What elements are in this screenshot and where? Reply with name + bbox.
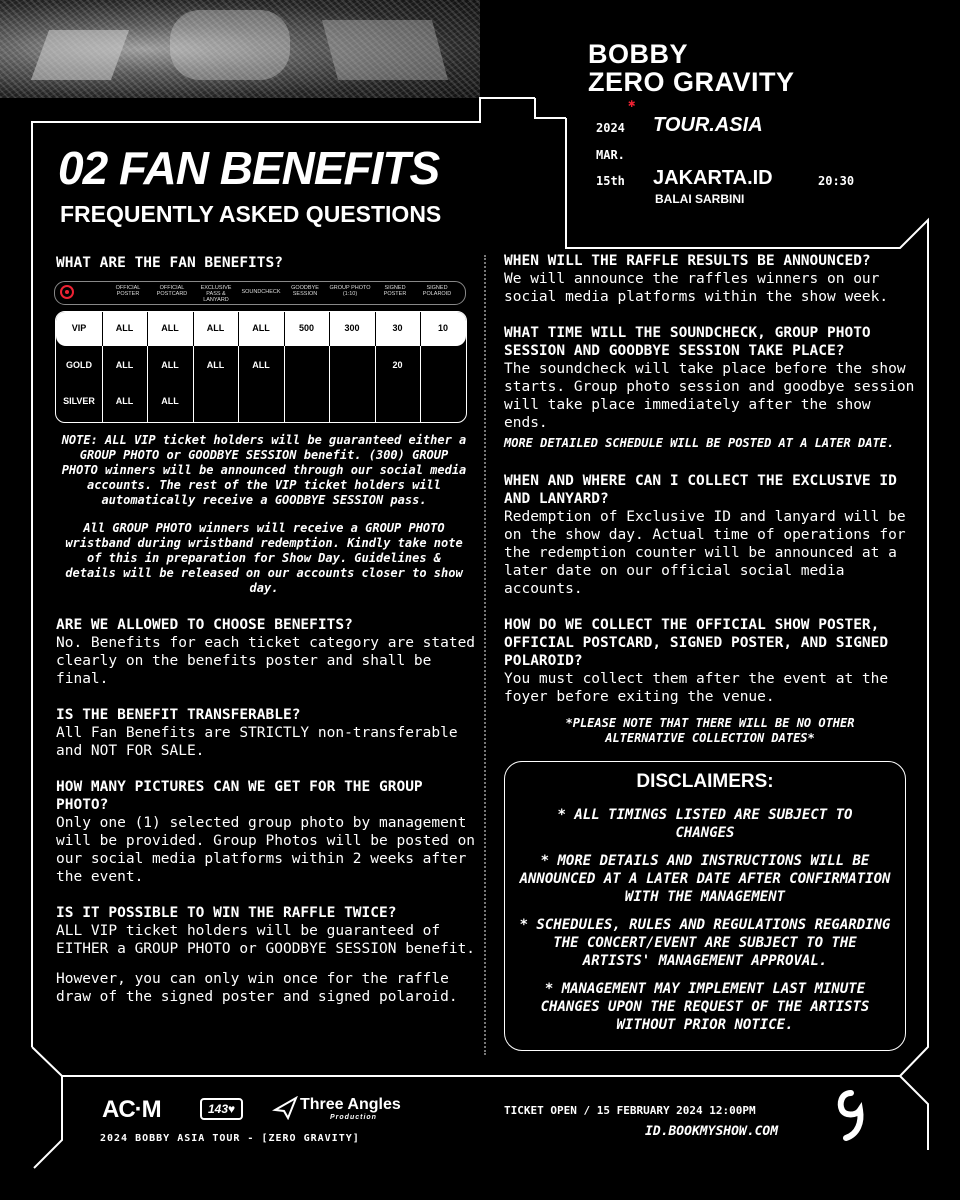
disclaimer-item: * ALL TIMINGS LISTED ARE SUBJECT TO CHANGES	[557, 807, 853, 841]
page-title: 02 FAN BENEFITS	[58, 142, 440, 194]
table-cell: 300	[344, 323, 360, 333]
col-header: EXCLUSIVE PASS & LANYARD	[200, 285, 232, 303]
tour-venue: BALAI SARBINI	[655, 192, 745, 206]
brand-line2: ZERO GRAVITY	[588, 67, 795, 97]
table-cell: ALL	[161, 323, 179, 333]
benefit-note-2: All GROUP PHOTO winners will receive a GROUP PHOTO wristband during wristband redemption. Kindly take note of this in preparation for Show Day. Guidelines & details will be released on our accounts closer to show day.	[65, 521, 463, 595]
table-cell: 500	[298, 323, 315, 333]
faq-item	[504, 616, 916, 746]
tour-day: 15th	[596, 174, 625, 188]
faq-note: MORE DETAILED SCHEDULE WILL BE POSTED AT A LATER DATE.	[504, 436, 895, 450]
faq-answer: The soundcheck will take place before the show starts. Group photo session and goodbye session will take place immediately after the show ends.	[504, 361, 915, 431]
benefit-table	[55, 311, 467, 423]
benefit-header-bar	[54, 281, 466, 305]
col-header: GOODBYE SESSION	[291, 285, 319, 297]
column-divider	[484, 255, 486, 1055]
three-angles-text: Three Angles	[300, 1096, 401, 1113]
table-cell: ALL	[161, 396, 179, 406]
col-header: SOUNDCHECK	[241, 289, 281, 295]
faq-answer: All Fan Benefits are STRICTLY non-transferable and NOT FOR SALE.	[56, 725, 458, 759]
table-cell: 30	[392, 323, 403, 333]
disclaimer-item: * MORE DETAILS AND INSTRUCTIONS WILL BE ANNOUNCED AT A LATER DATE AFTER CONFIRMATION WITH THE MANAGEMENT	[519, 853, 891, 905]
faq-item	[56, 904, 476, 1006]
faq-item	[56, 778, 476, 886]
target-icon	[60, 285, 74, 299]
faq-answer-extra: However, you can only win once for the raffle draw of the signed poster and signed polaroid.	[56, 971, 458, 1005]
table-cell: ALL	[206, 360, 225, 370]
faq-answer: Only one (1) selected group photo by management will be provided. Group Photos will be posted on our social media platforms within 2 weeks after the event.	[56, 815, 476, 885]
table-cell: ALL	[115, 396, 134, 406]
faq-question: HOW MANY PICTURES CAN WE GET FOR THE GROUP PHOTO?	[56, 779, 423, 813]
faq-answer: We will announce the raffles winners on our social media platforms within the show week.	[504, 271, 889, 305]
table-cell: 10	[437, 323, 448, 333]
heart-icon: ♥	[228, 1102, 236, 1116]
faq-question: WHEN AND WHERE CAN I COLLECT THE EXCLUSIVE ID AND LANYARD?	[504, 473, 897, 507]
col-header: SIGNED POLAROID	[422, 285, 452, 297]
col-header: OFFICIAL POSTCARD	[156, 285, 188, 297]
page-subtitle: FREQUENTLY ASKED QUESTIONS	[60, 201, 442, 227]
faq-question: ARE WE ALLOWED TO CHOOSE BENEFITS?	[56, 617, 353, 633]
faq-item	[504, 472, 916, 598]
faq-question: WHAT TIME WILL THE SOUNDCHECK, GROUP PHOTO SESSION AND GOODBYE SESSION TAKE PLACE?	[504, 325, 871, 359]
faq-item	[56, 706, 476, 760]
tour-month: MAR.	[596, 148, 625, 162]
tour-city: JAKARTA.ID	[653, 167, 773, 189]
faq-note: *PLEASE NOTE THAT THERE WILL BE NO OTHER ALTERNATIVE COLLECTION DATES*	[565, 716, 855, 745]
benefits-question: WHAT ARE THE FAN BENEFITS?	[56, 255, 283, 271]
table-cell: ALL	[252, 323, 270, 333]
table-cell: ALL	[115, 323, 134, 333]
brand-line1: BOBBY	[588, 39, 689, 69]
tier-label: GOLD	[66, 360, 92, 370]
faq-item	[56, 616, 476, 688]
table-cell: ALL	[115, 360, 134, 370]
faq-answer: Redemption of Exclusive ID and lanyard will be on the show day. Actual time of operations for the redemption counter will be announced at a later date on our official social media accounts.	[504, 509, 906, 597]
col-header: SIGNED POSTER	[383, 285, 407, 297]
faq-item	[504, 324, 916, 451]
triangle-icon	[272, 1096, 298, 1120]
tier-label: SILVER	[63, 396, 95, 406]
tour-line: 2024 BOBBY ASIA TOUR - [ZERO GRAVITY]	[100, 1133, 360, 1144]
tour-name: TOUR.ASIA	[653, 114, 763, 136]
three-angles-sub: Production	[330, 1114, 377, 1121]
faq-question: IS THE BENEFIT TRANSFERABLE?	[56, 707, 301, 723]
benefit-note-1: NOTE: ALL VIP ticket holders will be guaranteed either a GROUP PHOTO or GOODBYE SESSION benefit. (300) GROUP PHOTO winners will be announced through our social media accounts. The rest of the VIP ticket holders will automatically receive a GOODBYE SESSION pass.	[61, 433, 467, 507]
table-cell: ALL	[252, 360, 270, 370]
acm-logo: AC·M	[102, 1096, 161, 1123]
disclaimer-item: * MANAGEMENT MAY IMPLEMENT LAST MINUTE CHANGES UPON THE REQUEST OF THE ARTISTS WITHOUT PRIOR NOTICE.	[540, 981, 870, 1033]
tier-label: VIP	[71, 323, 87, 333]
ticket-url[interactable]: ID.BOOKMYSHOW.COM	[645, 1124, 779, 1139]
faq-answer: ALL VIP ticket holders will be guaranteed of EITHER a GROUP PHOTO or GOODBYE SESSION benefit.	[56, 923, 476, 957]
col-header: OFFICIAL POSTER	[115, 285, 141, 297]
faq-answer: You must collect them after the event at the foyer before exiting the venue.	[504, 671, 889, 705]
143-logo	[200, 1098, 243, 1120]
faq-question: IS IT POSSIBLE TO WIN THE RAFFLE TWICE?	[56, 905, 397, 921]
disclaimer-item: * SCHEDULES, RULES AND REGULATIONS REGARDING THE CONCERT/EVENT ARE SUBJECT TO THE ARTISTS' MANAGEMENT APPROVAL.	[519, 917, 891, 969]
faq-question: WHEN WILL THE RAFFLE RESULTS BE ANNOUNCED?	[504, 253, 871, 269]
faq-answer: No. Benefits for each ticket category are stated clearly on the benefits poster and shall be final.	[56, 635, 476, 687]
ticket-open: TICKET OPEN / 15 FEBRUARY 2024 12:00PM	[504, 1104, 756, 1117]
tour-year: 2024	[596, 121, 625, 135]
143-logo-text: 143	[208, 1102, 229, 1116]
nine-icon	[836, 1090, 866, 1142]
table-cell: ALL	[206, 323, 225, 333]
table-cell: ALL	[161, 360, 179, 370]
three-angles-logo	[272, 1096, 298, 1124]
tour-time: 20:30	[818, 174, 855, 188]
table-cell: 20	[392, 360, 403, 370]
faq-question: HOW DO WE COLLECT THE OFFICIAL SHOW POSTER, OFFICIAL POSTCARD, SIGNED POSTER, AND SIGNED POLAROID?	[504, 617, 889, 669]
disclaimer-title: DISCLAIMERS:	[636, 771, 774, 792]
brand-title	[588, 40, 795, 96]
col-header: GROUP PHOTO (1:10)	[329, 285, 371, 297]
faq-item	[504, 252, 916, 306]
star-icon: ✱	[628, 96, 636, 110]
